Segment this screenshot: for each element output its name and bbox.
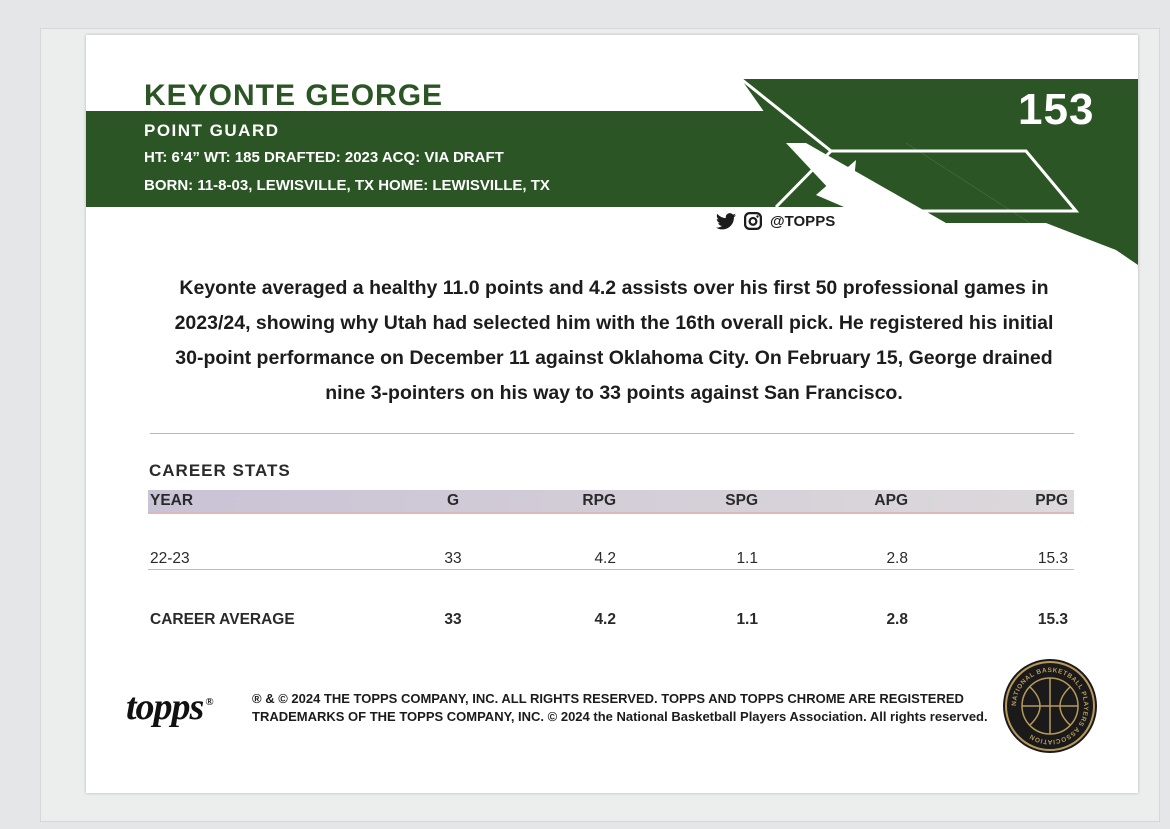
cell-year: 22-23	[150, 550, 190, 567]
header-rpg: RPG	[582, 492, 616, 509]
trading-card-back	[86, 35, 1138, 793]
header-g: G	[446, 492, 460, 509]
header-apg: APG	[874, 492, 908, 509]
header-year: YEAR	[150, 492, 194, 509]
social-handles	[716, 212, 835, 230]
career-g: 33	[444, 611, 462, 628]
player-bio-line2: BORN: 11-8-03, LEWISVILLE, TX HOME: LEWISVILLE, TX	[144, 177, 550, 194]
career-apg: 2.8	[886, 611, 908, 628]
cell-rpg: 4.2	[594, 550, 616, 567]
stats-header-row	[148, 490, 1074, 514]
row-divider	[148, 569, 1074, 570]
table-row	[148, 550, 1074, 574]
career-label: CAREER AVERAGE	[150, 611, 295, 628]
cell-ppg: 15.3	[1037, 550, 1068, 567]
cell-apg: 2.8	[886, 550, 908, 567]
header-spg: SPG	[725, 492, 758, 509]
nbpa-seal-icon	[1001, 657, 1099, 755]
divider	[150, 433, 1074, 434]
player-blurb: Keyonte averaged a healthy 11.0 points and 4.2 assists over his first 50 professional games in 2023/24, showing why Utah had selected him with the 16th overall pick. He registered his initial 30-point performance on December 11 against Oklahoma City. On February 15, George drained nine 3-pointers on his way to 33 points against San Francisco.	[174, 277, 1054, 404]
career-ppg: 15.3	[1037, 611, 1068, 628]
career-rpg: 4.2	[594, 611, 616, 628]
seal-text: NATIONAL BASKETBALL PLAYERS ASSOCIATION	[1010, 666, 1090, 746]
legal-line2: TRADEMARKS OF THE TOPPS COMPANY, INC. © 2024 the National Basketball Players Association. All rights reserved.	[252, 709, 988, 724]
career-spg: 1.1	[736, 611, 758, 628]
cell-spg: 1.1	[736, 550, 758, 567]
career-average-row	[148, 611, 1074, 635]
legal-text	[252, 690, 988, 726]
cell-g: 33	[444, 550, 462, 567]
social-handle: @TOPPS	[770, 212, 836, 230]
player-bio-line1: HT: 6’4” WT: 185 DRAFTED: 2023 ACQ: VIA DRAFT	[144, 149, 504, 166]
card-number: 153	[1018, 85, 1095, 134]
topps-logo: topps ®	[126, 686, 213, 728]
legal-line1: ® & © 2024 THE TOPPS COMPANY, INC. ALL RIGHTS RESERVED. TOPPS AND TOPPS CHROME ARE REGISTERED	[252, 691, 964, 706]
twitter-bird-icon	[716, 213, 736, 230]
stats-title: CAREER STATS	[149, 461, 291, 480]
header-ppg: PPG	[1035, 492, 1068, 509]
player-position: POINT GUARD	[144, 121, 280, 140]
player-name: KEYONTE GEORGE	[144, 79, 444, 112]
instagram-icon	[744, 212, 762, 230]
